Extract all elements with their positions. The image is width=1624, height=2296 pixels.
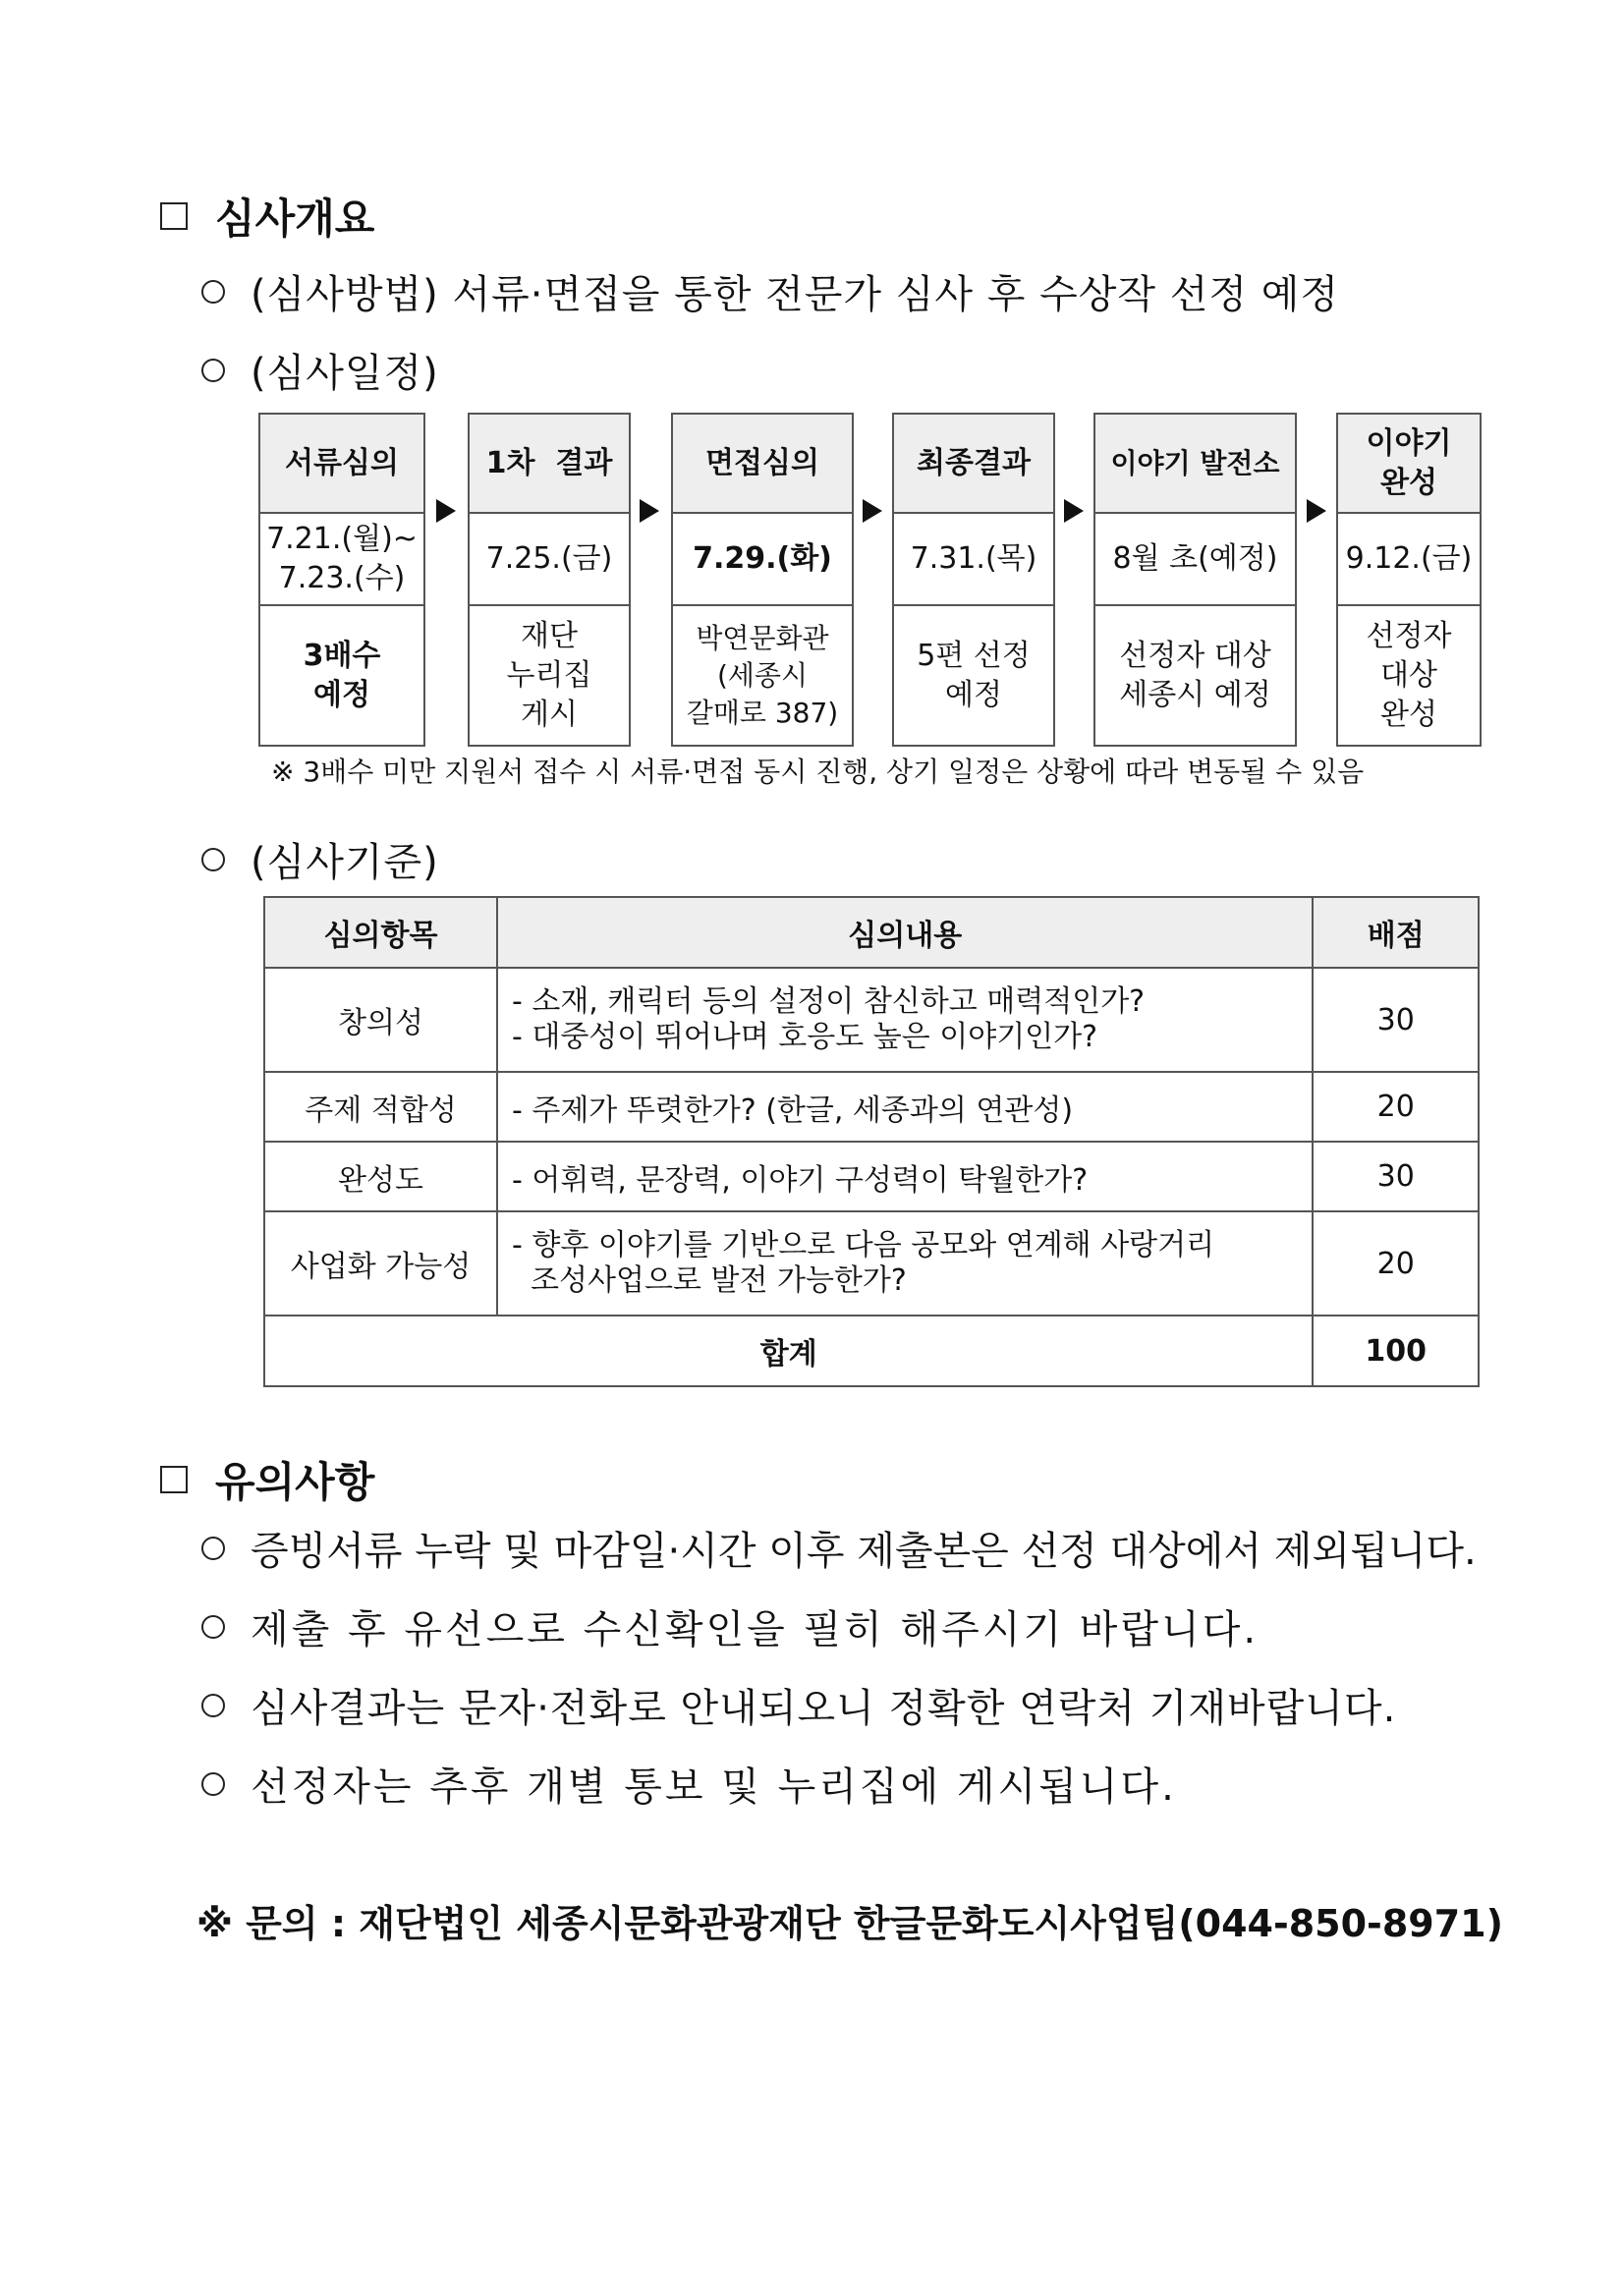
- circle-bullet-icon: [201, 1694, 225, 1717]
- table-row: [264, 968, 1479, 1072]
- notice-text: 제출 후 유선으로 수신확인을 필히 해주시기 바랍니다.: [251, 1607, 1260, 1652]
- method-text: (심사방법) 서류·면접을 통한 전문가 심사 후 수상작 선정 예정: [251, 272, 1340, 317]
- notice-text: 증빙서류 누락 및 마감일·시간 이후 제출본은 선정 대상에서 제외됩니다.: [251, 1529, 1477, 1574]
- notice-item: [201, 1677, 1396, 1733]
- square-bullet-icon: [160, 202, 188, 230]
- section-title: 유의사항: [215, 1458, 375, 1506]
- schedule-stage: 이야기 발전소: [1095, 415, 1295, 514]
- criteria-item: 창의성: [264, 968, 497, 1072]
- circle-bullet-icon: [201, 1537, 225, 1560]
- schedule-date: 7.21.(월)~ 7.23.(수): [260, 514, 423, 606]
- schedule-stage: 면접심의: [673, 415, 852, 514]
- schedule-date: 9.12.(금): [1338, 514, 1480, 606]
- section-heading-notes: [160, 1450, 374, 1509]
- criteria-content: - 주제가 뚜렷한가? (한글, 세종과의 연관성): [497, 1072, 1314, 1142]
- bullet-method: [201, 263, 1339, 319]
- criteria-item: 완성도: [264, 1142, 497, 1211]
- schedule-detail: 3배수 예정: [303, 638, 381, 712]
- schedule-step: [258, 413, 425, 747]
- criteria-item: 주제 적합성: [264, 1072, 497, 1142]
- circle-bullet-icon: [201, 359, 225, 382]
- schedule-step: [892, 413, 1055, 747]
- total-label: 합계: [264, 1316, 1313, 1386]
- arrow-right-icon: [863, 499, 882, 523]
- table-row: [264, 1211, 1479, 1316]
- total-score: 100: [1313, 1316, 1479, 1386]
- notice-item: [201, 1598, 1259, 1654]
- section-heading-overview: [160, 187, 374, 246]
- schedule-date: 8월 초(예정): [1095, 514, 1295, 606]
- criteria-table: [263, 896, 1480, 1387]
- schedule-detail: 재단 누리집 게시: [506, 618, 592, 732]
- schedule-stage: 1차 결과: [470, 415, 629, 514]
- schedule-detail: 선정자 대상 세종시 예정: [1119, 638, 1271, 712]
- criteria-content: - 소재, 캐릭터 등의 설정이 참신하고 매력적인가? - 대중성이 뛰어나며 호응도 높은 이야기인가?: [497, 968, 1314, 1072]
- schedule-date: 7.31.(목): [894, 514, 1053, 606]
- circle-bullet-icon: [201, 280, 225, 304]
- arrow-right-icon: [436, 499, 456, 523]
- header-score: 배점: [1313, 897, 1479, 968]
- schedule-note: ※ 3배수 미만 지원서 접수 시 서류·면접 동시 진행, 상기 일정은 상황에 따라 변동될 수 있음: [271, 756, 1365, 788]
- table-row: [264, 1142, 1479, 1211]
- arrow-right-icon: [1307, 499, 1326, 523]
- square-bullet-icon: [160, 1466, 188, 1493]
- circle-bullet-icon: [201, 1615, 225, 1639]
- schedule-detail: 박연문화관 (세종시 갈매로 387): [686, 621, 839, 729]
- schedule-date: 7.25.(금): [470, 514, 629, 606]
- criteria-score: 20: [1313, 1211, 1479, 1316]
- schedule-step: [1336, 413, 1482, 747]
- table-row: [264, 1072, 1479, 1142]
- table-header-row: [264, 897, 1479, 968]
- criteria-heading: (심사기준): [251, 840, 439, 885]
- circle-bullet-icon: [201, 848, 225, 871]
- arrow-right-icon: [1064, 499, 1084, 523]
- section-title: 심사개요: [215, 195, 375, 243]
- notice-item: [201, 1756, 1177, 1812]
- criteria-item: 사업화 가능성: [264, 1211, 497, 1316]
- notice-text: 선정자는 추후 개별 통보 및 누리집에 게시됩니다.: [251, 1764, 1177, 1810]
- circle-bullet-icon: [201, 1772, 225, 1796]
- criteria-score: 30: [1313, 1142, 1479, 1211]
- header-content: 심의내용: [497, 897, 1314, 968]
- criteria-score: 30: [1313, 968, 1479, 1072]
- arrow-right-icon: [640, 499, 659, 523]
- criteria-content: - 어휘력, 문장력, 이야기 구성력이 탁월한가?: [497, 1142, 1314, 1211]
- schedule-detail: 선정자 대상 완성: [1366, 618, 1452, 732]
- schedule-heading: (심사일정): [251, 351, 439, 396]
- criteria-content: - 향후 이야기를 기반으로 다음 공모와 연계해 사랑거리 조성사업으로 발전 가능한가?: [497, 1211, 1314, 1316]
- schedule-detail: 5편 선정 예정: [917, 638, 1031, 712]
- notice-text: 심사결과는 문자·전화로 안내되오니 정확한 연락처 기재바랍니다.: [251, 1686, 1397, 1731]
- criteria-score: 20: [1313, 1072, 1479, 1142]
- bullet-criteria: [201, 831, 439, 887]
- schedule-step: [468, 413, 631, 747]
- schedule-stage: 최종결과: [894, 415, 1053, 514]
- bullet-schedule: [201, 342, 439, 398]
- schedule-step: [1093, 413, 1297, 747]
- header-item: 심의항목: [264, 897, 497, 968]
- notice-item: [201, 1520, 1477, 1576]
- schedule-stage: 서류심의: [260, 415, 423, 514]
- schedule-stage: 이야기 완성: [1338, 415, 1480, 514]
- schedule-step: [671, 413, 854, 747]
- schedule-date: 7.29.(화): [673, 514, 852, 606]
- table-total-row: [264, 1316, 1479, 1386]
- contact-info: ※ 문의 : 재단법인 세종시문화관광재단 한글문화도시사업팀(044-850-8971): [196, 1902, 1503, 1945]
